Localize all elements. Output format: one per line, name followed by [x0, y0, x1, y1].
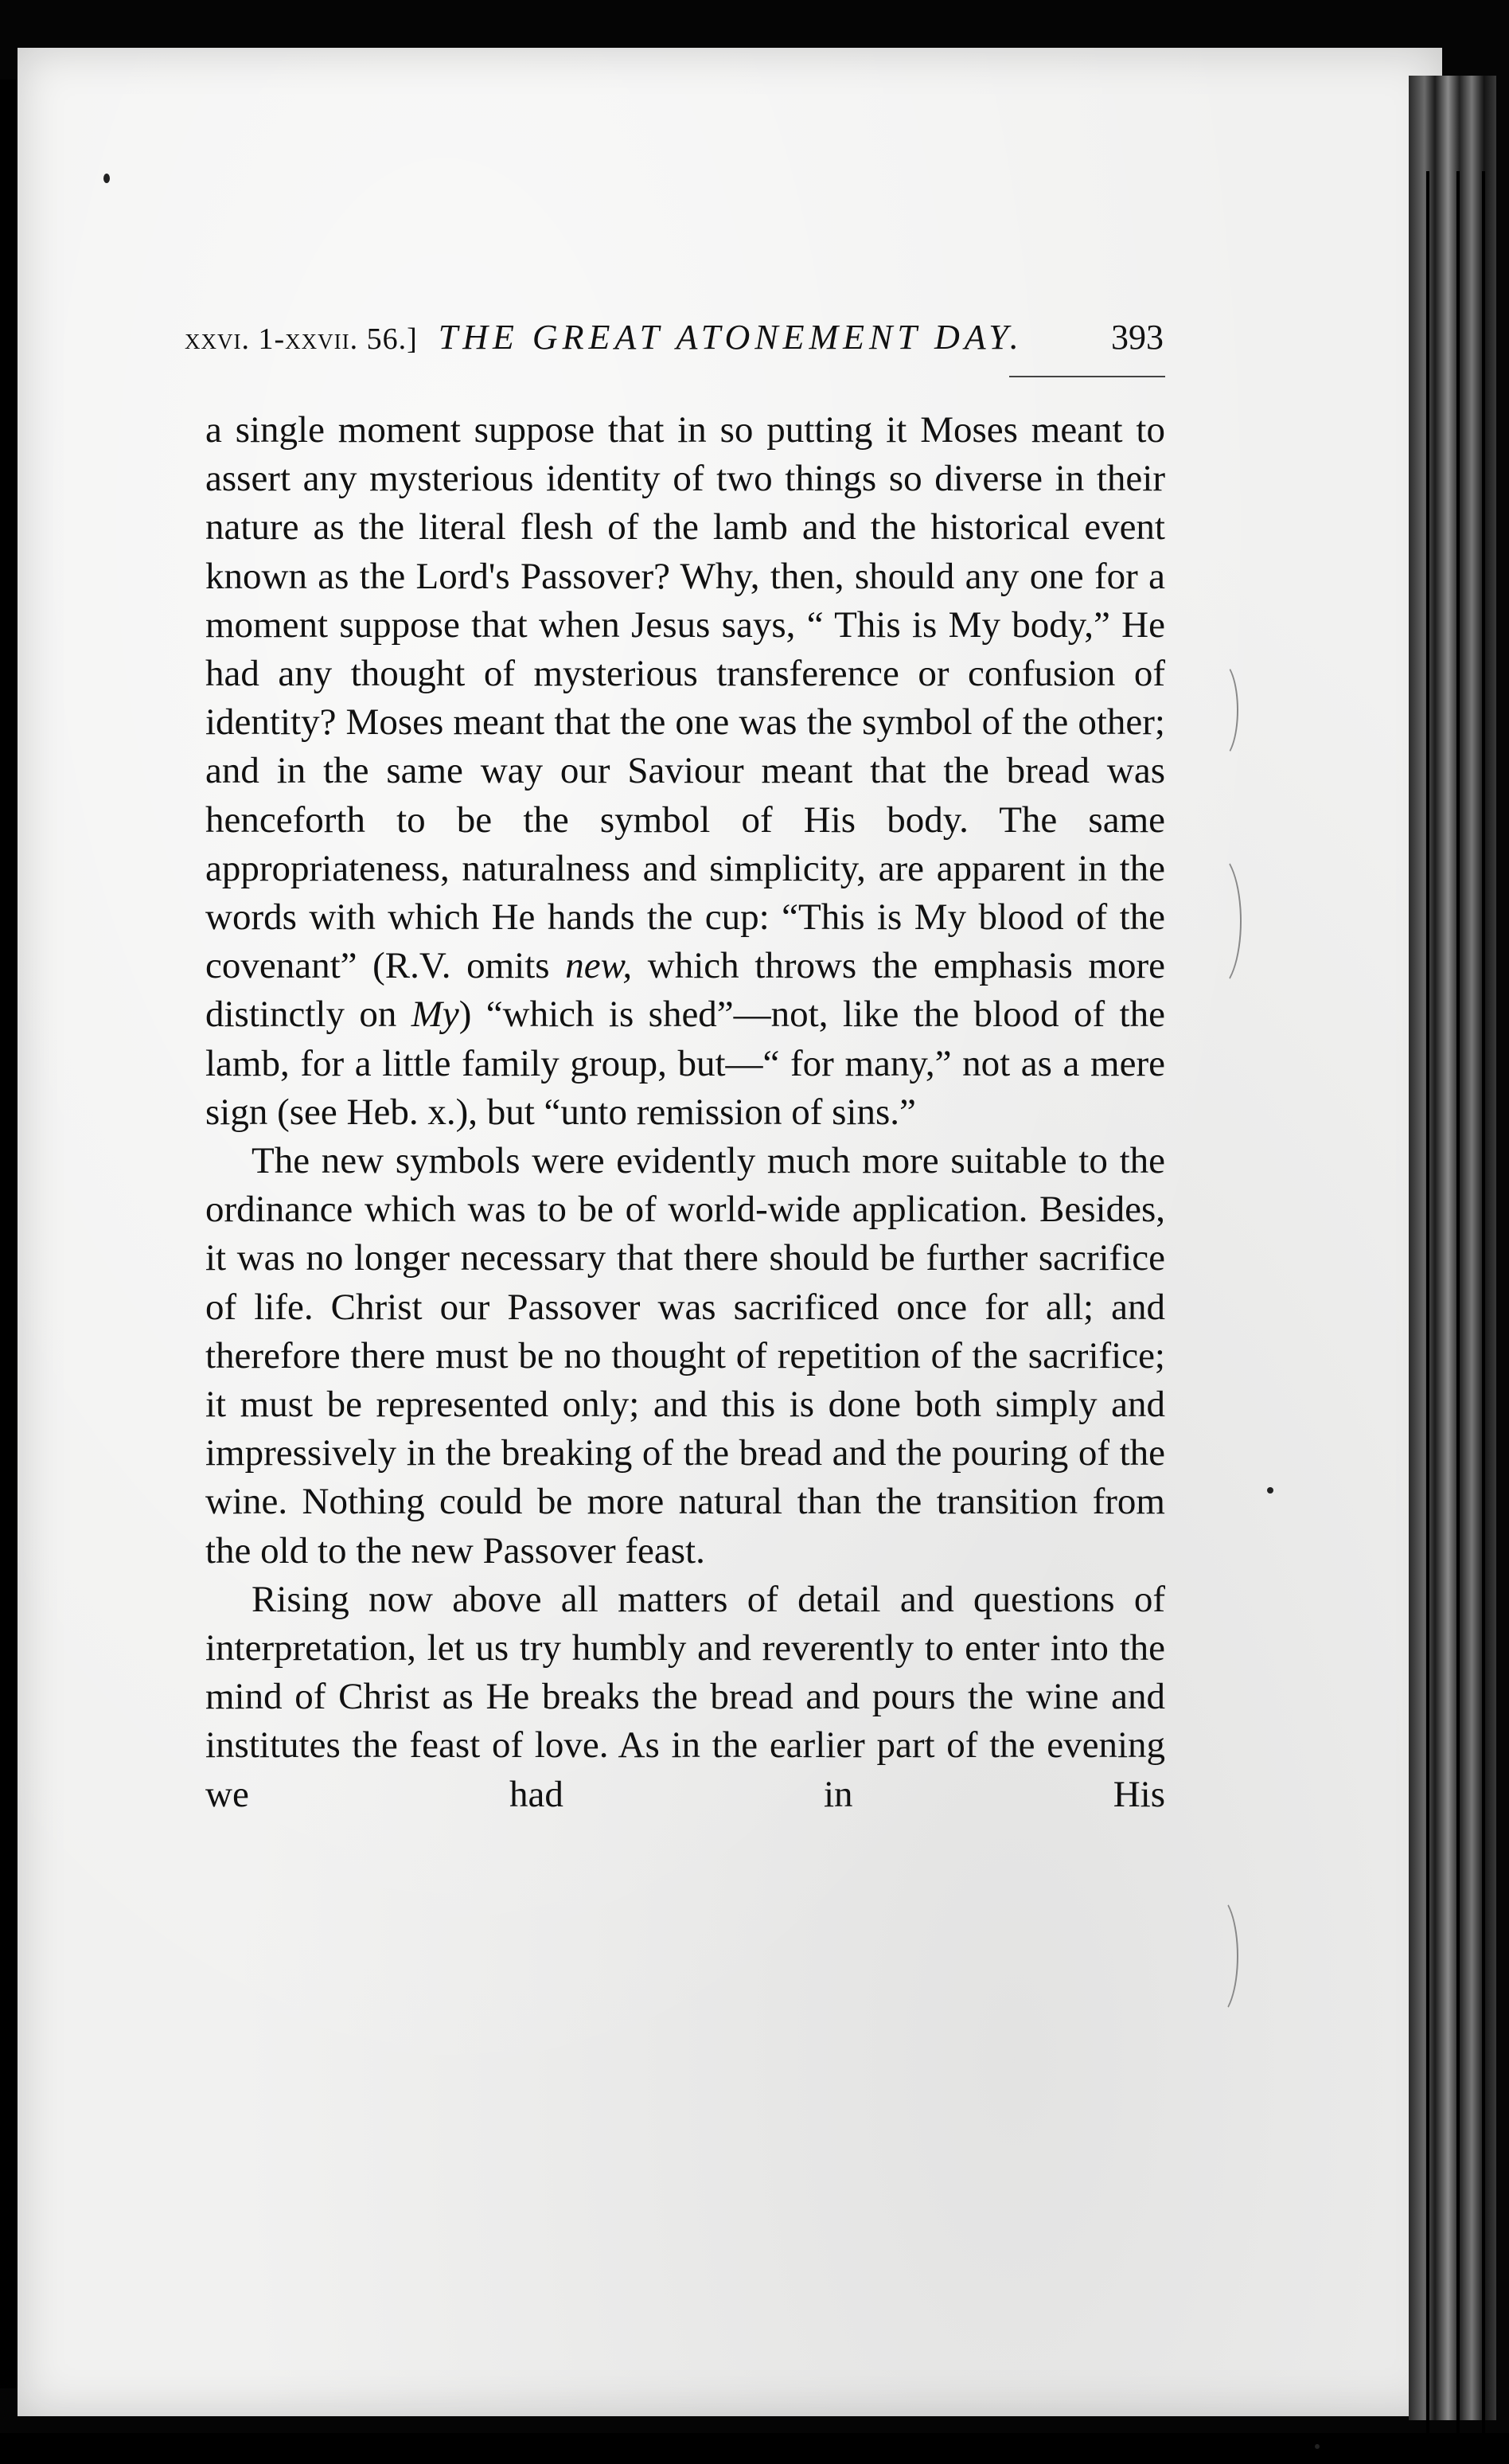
chapter-range: xxvi. 1-xxvii. 56.] [185, 322, 418, 356]
page-edge-line [1456, 171, 1460, 2464]
paragraph-1-part-b: which throws the emphasis more distinctly on [205, 945, 1165, 1036]
running-title: THE GREAT ATONEMENT DAY. [438, 318, 1024, 357]
page-edge-line [1426, 171, 1429, 2464]
ink-speck [1267, 1487, 1273, 1494]
page-number: 393 [1111, 318, 1164, 357]
pencil-margin-mark [1191, 852, 1242, 990]
paragraph-1 [205, 406, 1165, 1137]
paragraph-2: The new symbols were evidently much more suitable to the ordinance which was to be of world-wide application. Besides, it was no longer necessary that there should be further sacrifice of life. Christ our Passover was sacrificed once for all; and therefore there must be no thought of repetition of the sacrifice; it must be represented only; and this is done both simply and impressively in the breaking of the bread and the pouring of the wine. Nothing could be more natural than the transition from the old to the new Passover feast. [205, 1140, 1165, 1572]
ink-speck [1315, 2444, 1320, 2449]
emphasis-new: new, [565, 945, 633, 987]
pencil-margin-mark [1195, 1895, 1238, 2017]
left-binding-shadow [0, 80, 18, 2388]
running-header [185, 317, 1164, 369]
page-edge-line [1482, 171, 1485, 2464]
paragraph-1-part-c: ) “which is shed”—not, like the blood of the lamb, for a little family group, but—“ for many,” not as a mere sign (see Heb. x.), but “unto remission of sins.” [205, 994, 1165, 1133]
pencil-margin-mark [1203, 661, 1238, 760]
paragraph-3: Rising now above all matters of detail and questions of interpretation, let us try humbly and reverently to enter into the mind of Christ as He breaks the bread and pours the wine and institutes the feast of love. As in the earlier part of the evening we had in His [205, 1578, 1165, 1815]
page-edge-stack [1409, 76, 1496, 2420]
header-rule [1009, 376, 1165, 377]
emphasis-my: My [411, 994, 459, 1036]
paragraph-1-part-a: a single moment suppose that in so putting it Moses meant to assert any mysterious identity of two things so diverse in their nature as the literal flesh of the lamb and the historical event known as the Lord's Passover? Why, then, should any one for a moment suppose that when Jesus says, “ This is My body,” He had any thought of mysterious transference or confusion of identity? Moses meant that the one was the symbol of the other; and in the same way our Saviour meant that the bread was henceforth to be the symbol of His body. The same appropriateness, naturalness and simplicity, are apparent in the words with which He hands the cup: “This is My blood of the covenant” (R.V. omits [205, 409, 1165, 987]
ink-speck [103, 174, 110, 183]
body-text [205, 406, 1165, 1819]
